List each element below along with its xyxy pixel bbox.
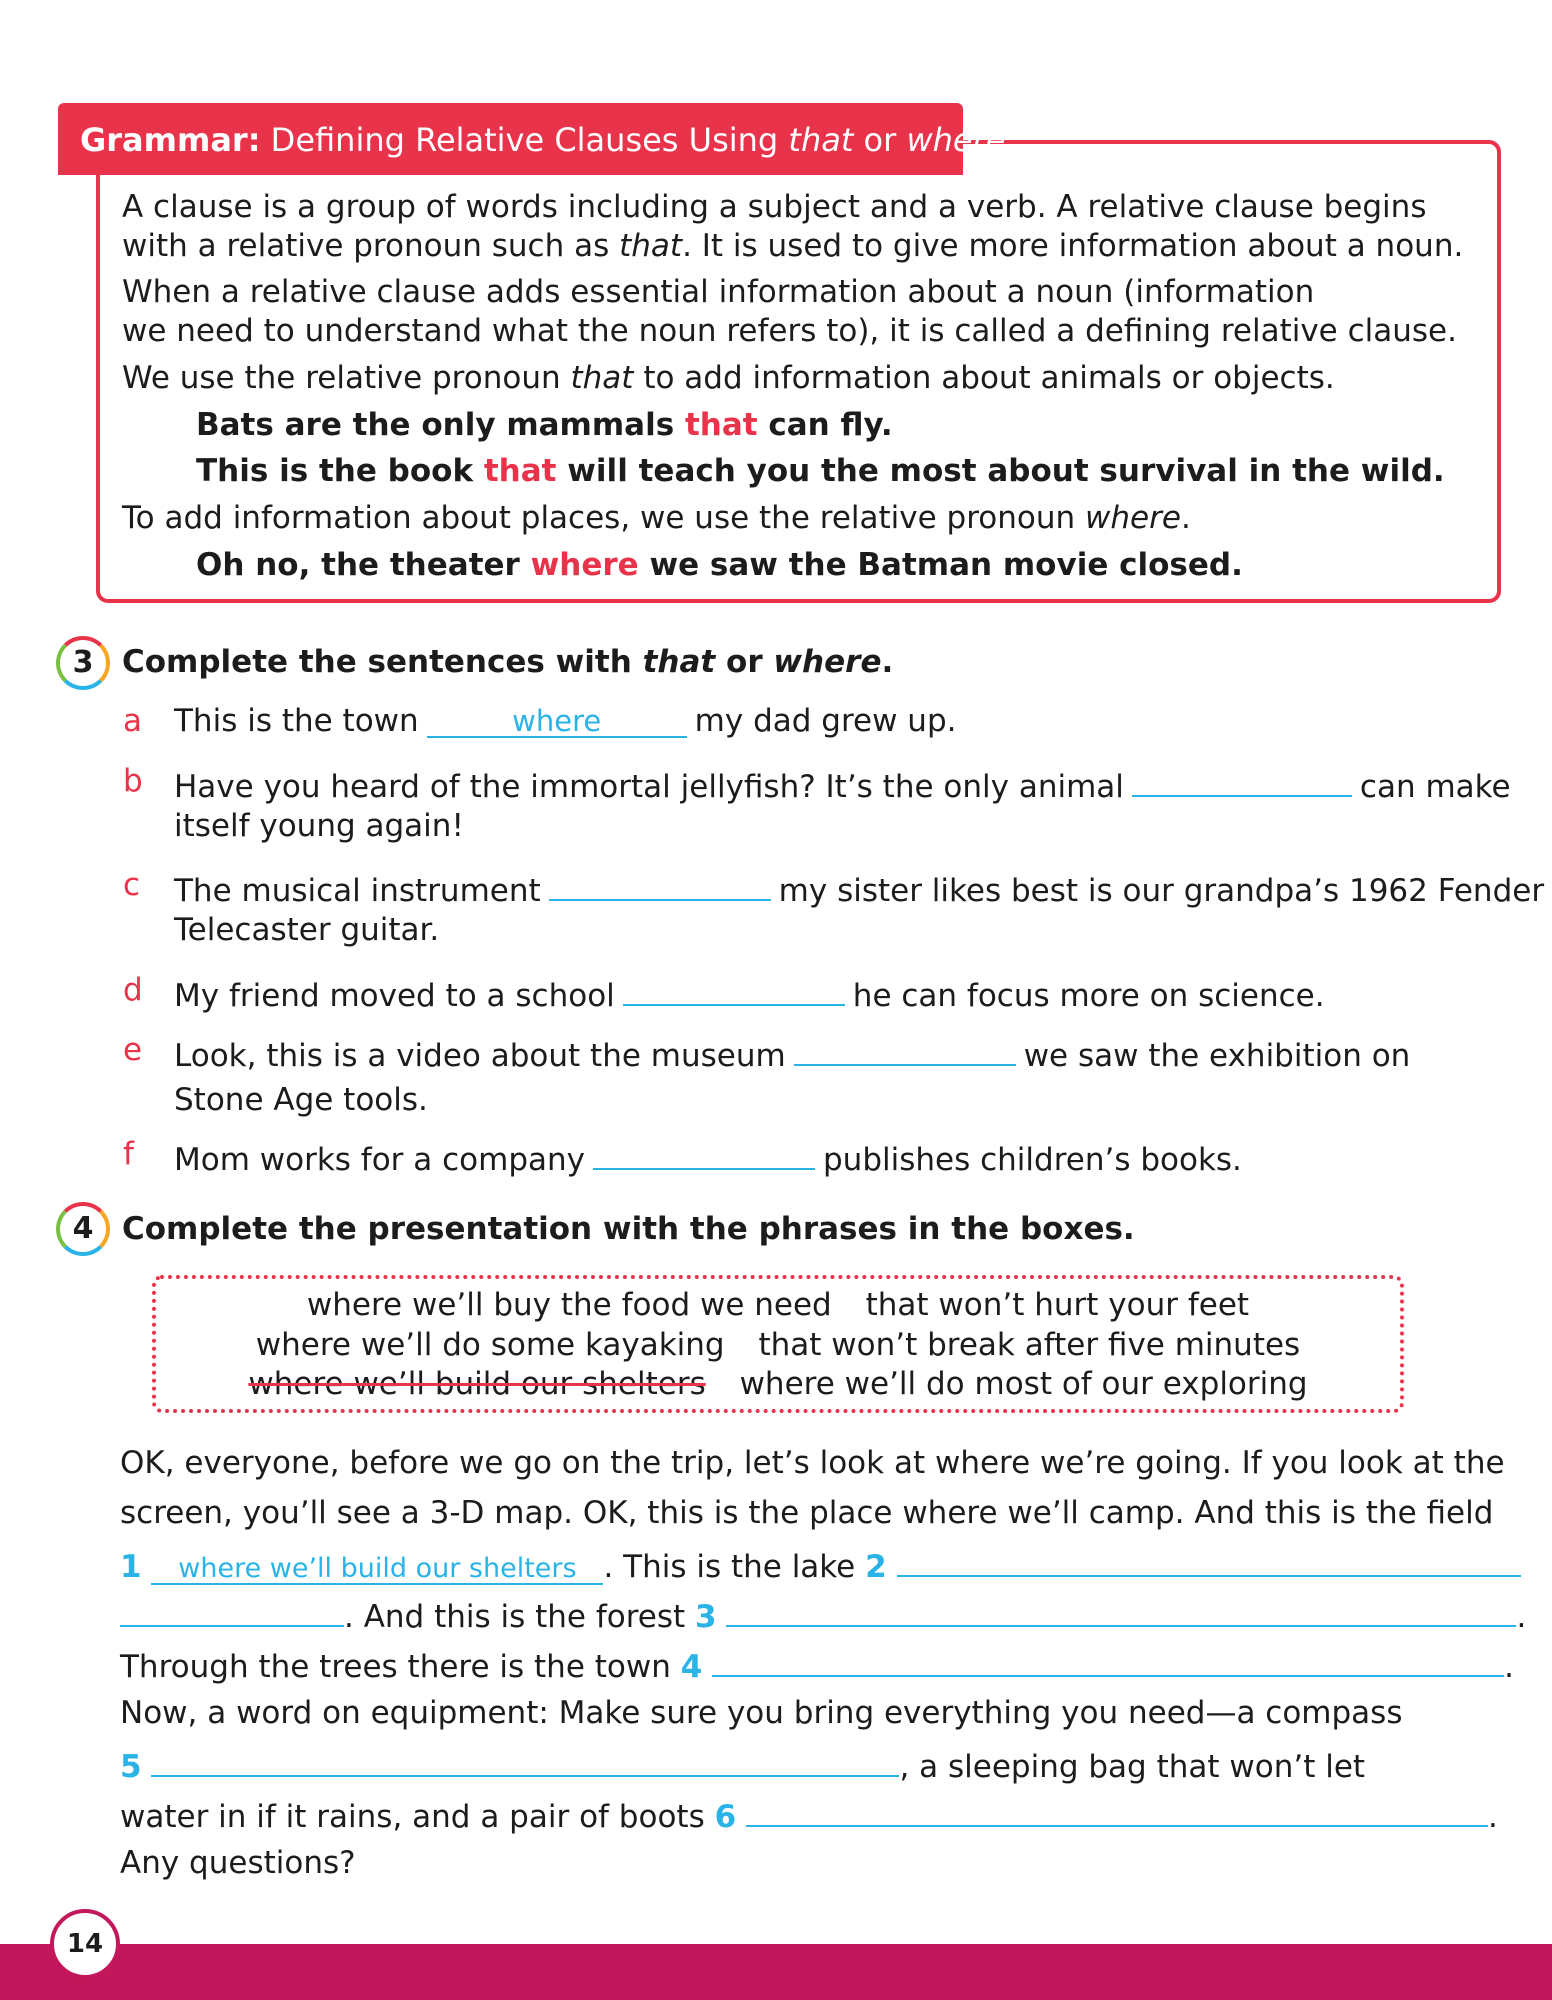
grammar-text-line: When a relative clause adds essential information about a noun (information bbox=[122, 274, 1315, 310]
presentation-line: 5 , a sleeping bag that won’t let bbox=[120, 1745, 1365, 1785]
exercise-number-badge: 3 bbox=[56, 636, 110, 690]
grammar-tab bbox=[58, 103, 1006, 175]
question-a: This is the town where my dad grew up. bbox=[174, 703, 957, 739]
phrase: where we’ll buy the food we need bbox=[306, 1287, 832, 1323]
answer-blank[interactable] bbox=[623, 972, 845, 1006]
presentation-line: OK, everyone, before we go on the trip, let’s look at where we’re going. If you look at the bbox=[120, 1445, 1505, 1481]
page-number: 14 bbox=[50, 1909, 120, 1979]
grammar-example: This is the book that will teach you the most about survival in the wild. bbox=[196, 453, 1445, 489]
phrase-row bbox=[152, 1366, 1404, 1402]
presentation-line: 1 where we’ll build our shelters . This is the lake 2 bbox=[120, 1545, 1521, 1585]
question-e-continued: Stone Age tools. bbox=[174, 1082, 428, 1118]
phrase-row bbox=[152, 1287, 1404, 1323]
answer-blank[interactable]: where we’ll build our shelters bbox=[151, 1553, 603, 1585]
presentation-line: Through the trees there is the town 4 . bbox=[120, 1645, 1514, 1685]
footer-bar bbox=[0, 1944, 1552, 2000]
question-b-continued: itself young again! bbox=[174, 808, 464, 844]
phrase: where we’ll do most of our exploring bbox=[739, 1366, 1308, 1402]
answer-blank[interactable] bbox=[726, 1595, 1516, 1627]
phrase: where we’ll do some kayaking bbox=[255, 1327, 725, 1363]
phrase-used: where we’ll build our shelters bbox=[248, 1366, 706, 1402]
presentation-line: water in if it rains, and a pair of boots 6 . bbox=[120, 1795, 1498, 1835]
question-c: The musical instrument my sister likes best is our grandpa’s 1962 Fender bbox=[174, 867, 1544, 909]
grammar-text-line: To add information about places, we use the relative pronoun where. bbox=[122, 500, 1191, 536]
blank-number: 4 bbox=[680, 1649, 703, 1685]
blank-number: 1 bbox=[120, 1549, 142, 1585]
answer-blank[interactable] bbox=[897, 1545, 1521, 1577]
answer-blank[interactable] bbox=[1132, 763, 1352, 797]
blank-number: 5 bbox=[120, 1749, 142, 1785]
question-letter: c bbox=[123, 867, 141, 903]
phrase-row bbox=[152, 1327, 1404, 1363]
blank-number: 3 bbox=[695, 1599, 717, 1635]
grammar-title: Defining Relative Clauses Using that or where bbox=[270, 121, 1006, 159]
question-letter: a bbox=[123, 703, 142, 739]
blank-number: 2 bbox=[865, 1549, 887, 1585]
presentation-line: Now, a word on equipment: Make sure you bring everything you need—a compass bbox=[120, 1695, 1403, 1731]
grammar-text-line: with a relative pronoun such as that. It is used to give more information about a noun. bbox=[122, 228, 1464, 264]
exercise-3-title: Complete the sentences with that or where. bbox=[122, 644, 894, 680]
answer-blank[interactable] bbox=[712, 1645, 1504, 1677]
grammar-text-line: A clause is a group of words including a subject and a verb. A relative clause begins bbox=[122, 189, 1427, 225]
exercise-number-badge: 4 bbox=[56, 1202, 110, 1256]
question-letter: b bbox=[123, 763, 143, 799]
grammar-text-line: we need to understand what the noun refers to), it is called a defining relative clause. bbox=[122, 313, 1457, 349]
answer-blank[interactable]: where bbox=[427, 704, 687, 738]
presentation-line: . And this is the forest 3 . bbox=[120, 1595, 1526, 1635]
grammar-label: Grammar: bbox=[80, 121, 261, 159]
answer-blank[interactable] bbox=[593, 1136, 815, 1170]
answer-blank[interactable] bbox=[794, 1032, 1016, 1066]
answer-blank-continued[interactable] bbox=[120, 1595, 344, 1627]
question-e: Look, this is a video about the museum we saw the exhibition on bbox=[174, 1032, 1410, 1074]
question-letter: e bbox=[123, 1032, 143, 1068]
question-letter: f bbox=[123, 1136, 134, 1172]
question-c-continued: Telecaster guitar. bbox=[174, 912, 440, 948]
exercise-4-title: Complete the presentation with the phrases in the boxes. bbox=[122, 1211, 1135, 1247]
question-d: My friend moved to a school he can focus more on science. bbox=[174, 972, 1325, 1014]
presentation-line: screen, you’ll see a 3-D map. OK, this is the place where we’ll camp. And this is the field bbox=[120, 1495, 1494, 1531]
answer-blank[interactable] bbox=[746, 1795, 1488, 1827]
phrase: that won’t hurt your feet bbox=[865, 1287, 1250, 1323]
blank-number: 6 bbox=[714, 1799, 737, 1835]
grammar-example: Oh no, the theater where we saw the Batman movie closed. bbox=[196, 547, 1243, 583]
grammar-text-line: We use the relative pronoun that to add information about animals or objects. bbox=[122, 360, 1335, 396]
answer-blank[interactable] bbox=[549, 867, 771, 901]
grammar-example: Bats are the only mammals that can fly. bbox=[196, 407, 893, 443]
question-letter: d bbox=[123, 972, 143, 1008]
answer-blank[interactable] bbox=[151, 1745, 899, 1777]
phrase: that won’t break after five minutes bbox=[758, 1327, 1301, 1363]
question-f: Mom works for a company publishes children’s books. bbox=[174, 1136, 1242, 1178]
question-b: Have you heard of the immortal jellyfish? It’s the only animal can make bbox=[174, 763, 1511, 805]
presentation-line: Any questions? bbox=[120, 1845, 356, 1881]
